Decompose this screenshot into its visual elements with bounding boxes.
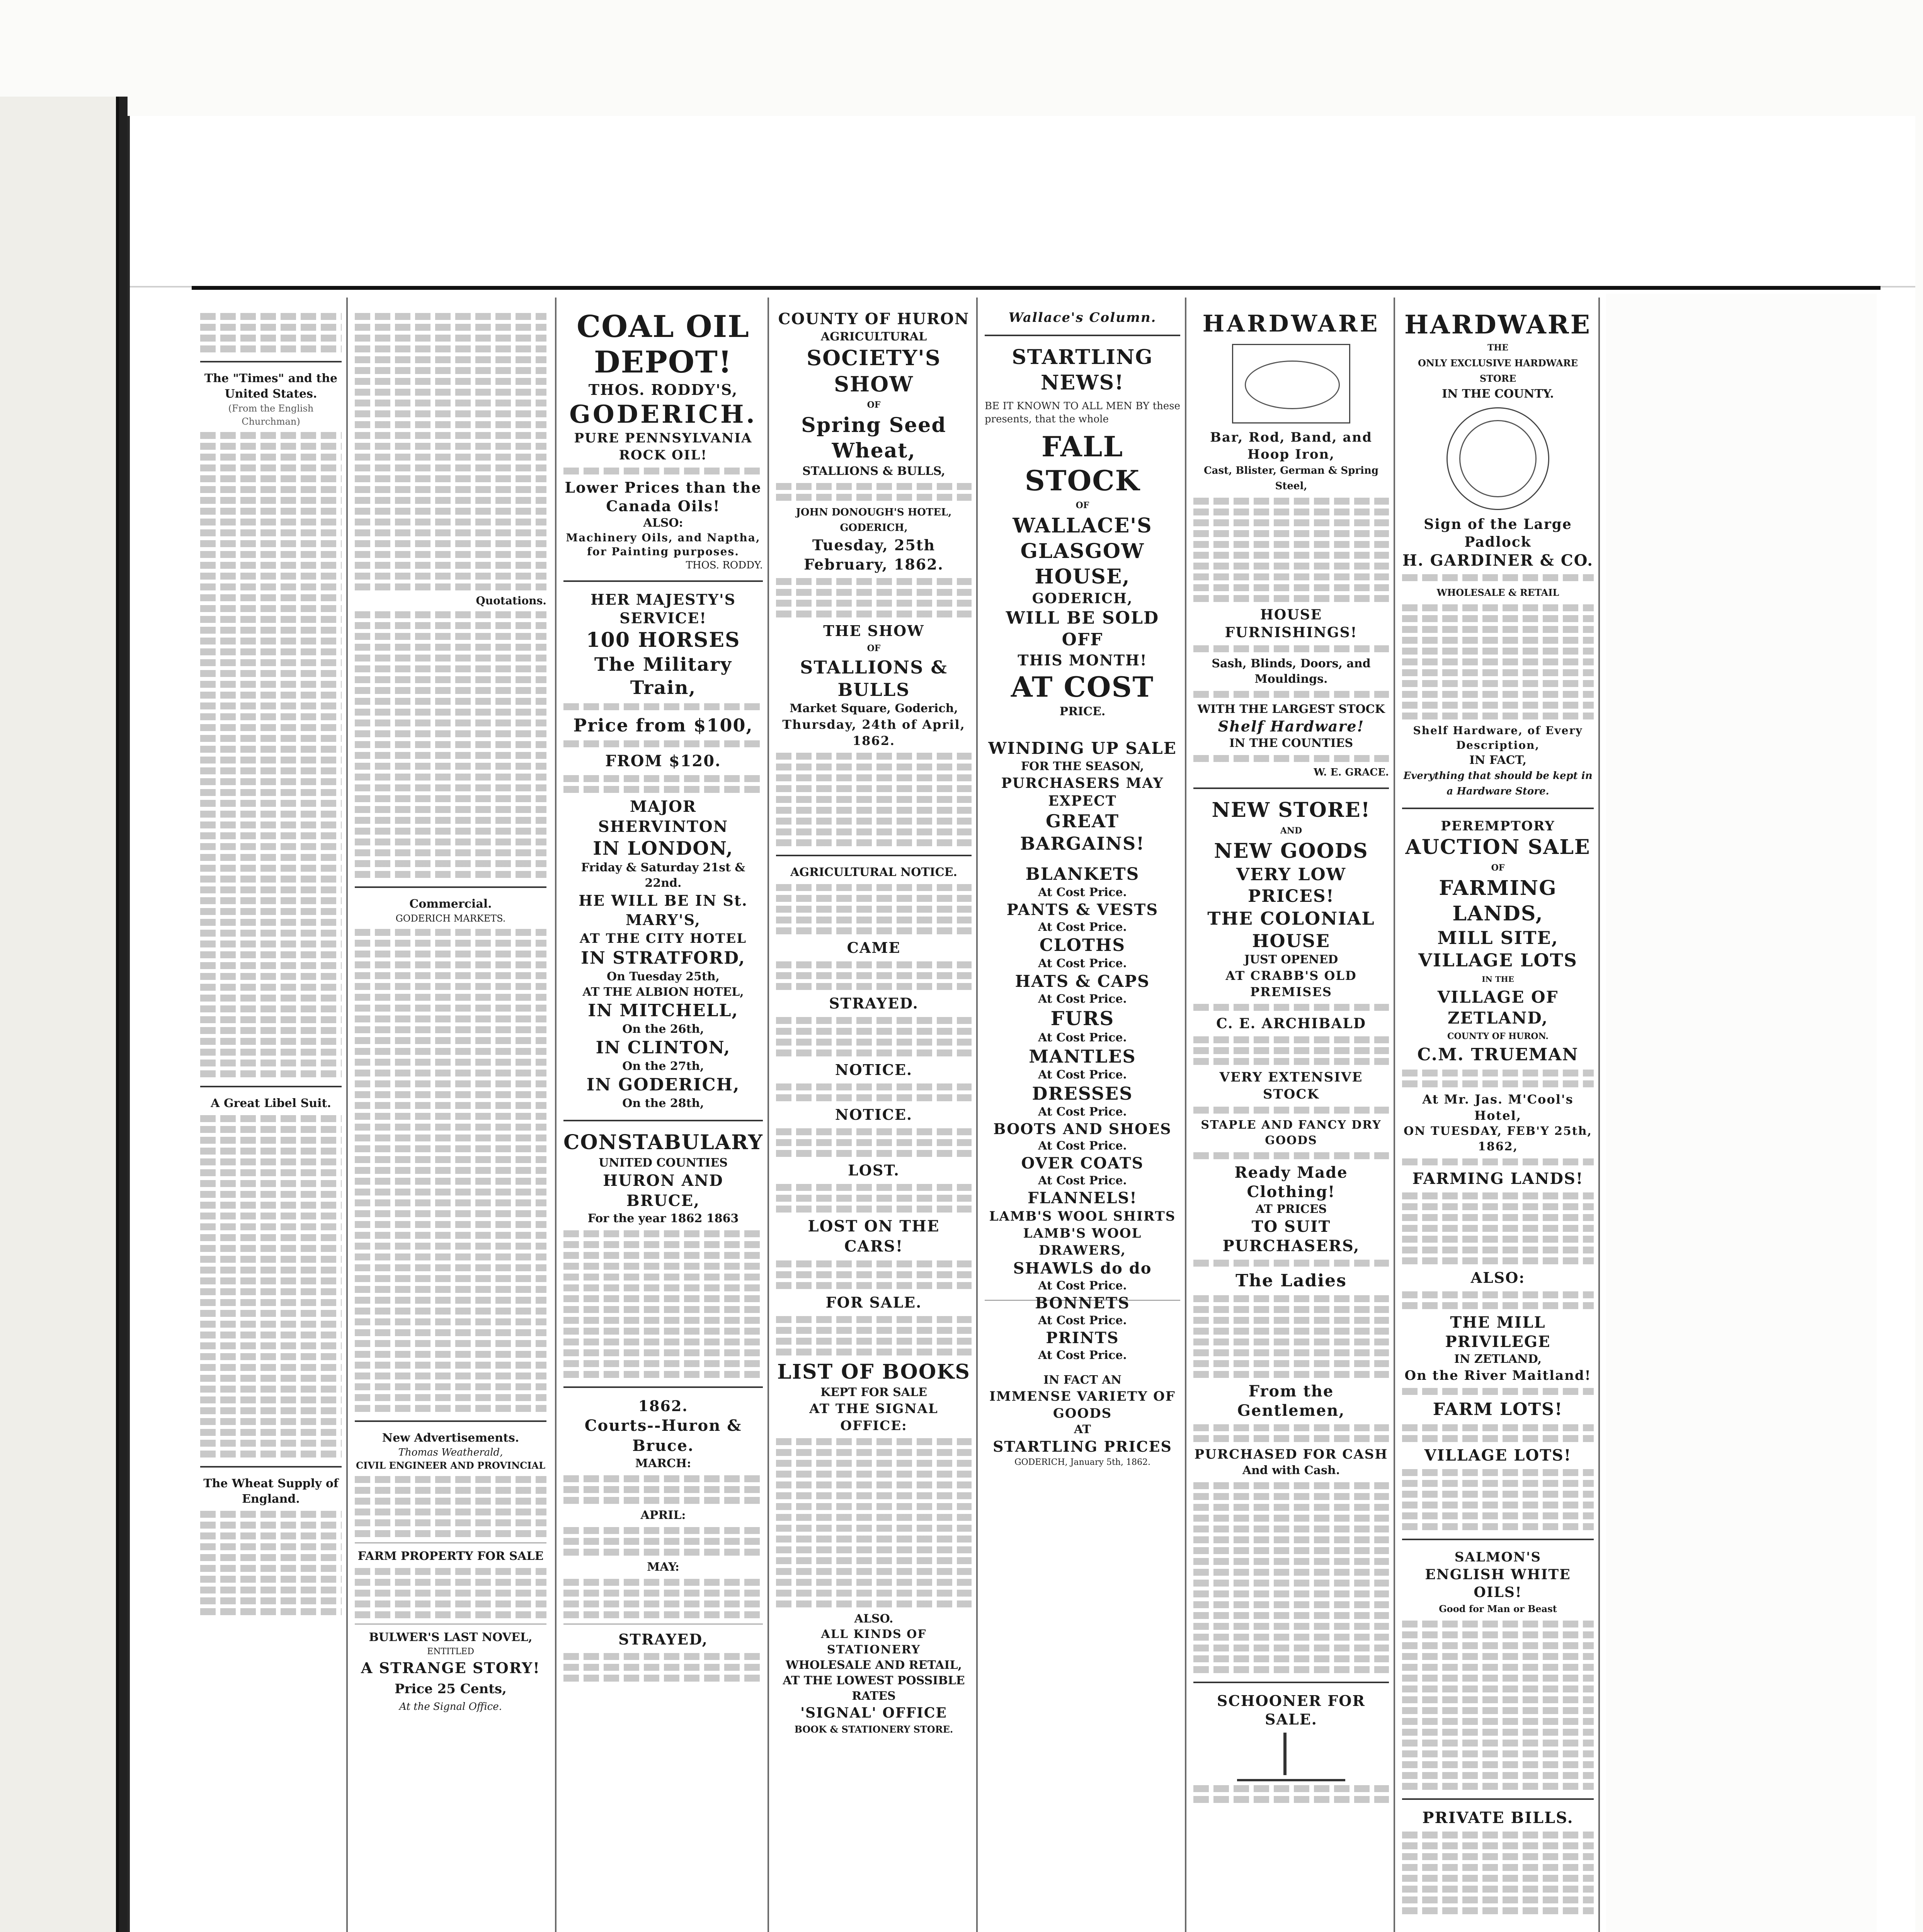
ad-heading: FARMING LANDS! [1412,1170,1584,1188]
ad-line: WHOLESALE AND RETAIL, [786,1658,962,1672]
ad-heading: PURE PENNSYLVANIA ROCK OIL! [574,430,752,463]
ad-heading: IN STRATFORD, [581,948,745,968]
ad-heading: HE WILL BE IN St. MARY'S, [579,892,748,929]
column-rule [1394,298,1395,1932]
ad-line: ALSO: [643,516,683,530]
goods-item: CLOTHS [1039,935,1126,955]
ad-heading: HURON AND BRUCE, [603,1172,723,1210]
ad-heading: MILL SITE, [1437,927,1559,948]
ad-line: On the 28th, [622,1097,704,1110]
article-heading: The Wheat Supply of England. [203,1477,339,1506]
ad-heading: WILL BE SOLD OFF [1006,608,1159,650]
column-ads-3 [559,309,767,1932]
ad-line: Market Square, Goderich, [790,702,958,715]
goods-price: At Cost Price. [1038,1068,1127,1082]
ad-line: WITH THE LARGEST STOCK [1197,702,1385,716]
goods-price: At Cost Price. [1038,1279,1127,1293]
ad-heading: Ready Made Clothing! [1234,1163,1348,1201]
ad-signature: THOS. RODDY. [686,560,763,571]
ad-heading: At Mr. Jas. M'Cool's Hotel, [1422,1092,1574,1123]
ad-heading: 'SIGNAL' OFFICE [800,1705,947,1721]
ad-line: STALLIONS & BULLS, [802,464,945,478]
column-rule [346,298,348,1932]
ad-line: IN THE COUNTIES [1229,736,1353,750]
ad-line: OF [1076,500,1089,510]
ad-heading: STALLIONS & BULLS [800,657,948,700]
ad-line: Friday & Saturday 21st & 22nd. [581,861,745,890]
column-rule [767,298,769,1932]
ad-line: AND [1280,826,1302,836]
ad-line: WHOLESALE & RETAIL [1436,587,1559,598]
ad-heading: AUCTION SALE [1405,835,1591,859]
ad-heading: NOTICE. [835,1106,913,1123]
ad-line: And with Cash. [1242,1464,1340,1477]
ad-heading: From the Gentlemen, [1237,1382,1345,1420]
ad-heading: Courts--Huron & Bruce. [584,1417,742,1455]
right-margin [1606,294,1877,1932]
padlock-seal-icon [1447,407,1549,510]
ad-line: Good for Man or Beast [1439,1603,1557,1614]
ad-heading: THE SHOW [823,622,924,639]
ad-heading: IN MITCHELL, [588,1001,739,1020]
newspaper-page [128,116,1915,1932]
ad-heading: 1862. [638,1397,688,1415]
ad-heading: The Military Train, [594,654,732,699]
goods-price: At Cost Price. [1038,1314,1127,1327]
ad-line: ALSO. [854,1612,893,1626]
ad-line: IN FACT, [1469,753,1527,767]
page-top-margin [130,116,1915,287]
ad-heading: HER MAJESTY'S SERVICE! [590,591,736,627]
column-ads-4 [771,309,976,1932]
goods-item: BOOTS AND SHOES [993,1120,1172,1138]
ad-line: AT [1074,1423,1091,1436]
goods-item: PANTS & VESTS [1006,901,1159,919]
ad-heading: Price from $100, [573,715,753,736]
goods-item: DRESSES [1032,1083,1133,1104]
ad-heading: IN LONDON, [593,838,733,859]
ad-heading: AT THE CITY HOTEL [579,931,747,946]
ad-line: AT THE ALBION HOTEL, [582,985,744,999]
ad-line: IN THE [1482,975,1514,984]
ad-line: JOHN DONOUGH'S HOTEL, GODERICH, [796,507,952,534]
ad-heading: HARDWARE [1404,310,1591,340]
goods-item: MANTLES [1029,1046,1136,1067]
ad-line: OF [1491,863,1505,873]
ad-heading: FALL STOCK [1024,430,1140,497]
goods-item: SHAWLS do do [1013,1259,1152,1277]
goods-item: OVER COATS [1021,1154,1144,1172]
ad-heading: H. GARDINER & CO. [1402,551,1593,570]
ad-line: On Tuesday 25th, [607,970,720,983]
ad-heading: Thursday, 24th of April, 1862. [782,717,965,748]
ad-line: OF [867,400,881,410]
ad-heading: PEREMPTORY [1441,818,1555,834]
ad-heading: C.M. TRUEMAN [1417,1045,1579,1065]
ad-heading: Bar, Rod, Band, and Hoop Iron, [1210,430,1372,462]
ad-heading: Spring Seed Wheat, [801,413,946,463]
ad-line: Machinery Oils, and Naptha, for Painting purposes. [566,531,761,558]
ad-line: Price 25 Cents, [395,1681,507,1697]
ad-heading: LOST. [848,1162,900,1179]
ad-heading: FARMING LANDS, [1439,876,1557,925]
table-heading: Quotations. [476,594,546,607]
ad-heading: PURCHASERS MAY EXPECT [1001,775,1164,809]
ad-heading: VERY LOW PRICES! [1236,865,1346,906]
ad-title: CIVIL ENGINEER AND PROVINCIAL [356,1460,545,1471]
ad-line: MARCH: [635,1457,691,1470]
ad-line: On the 26th, [622,1022,704,1036]
ad-signature: W. E. GRACE. [1314,767,1389,778]
goods-item: LAMB'S WOOL SHIRTS [989,1209,1176,1224]
ad-heading: STAPLE AND FANCY DRY GOODS [1201,1118,1382,1147]
ad-heading: HOUSE FURNISHINGS! [1225,607,1358,641]
ad-line: ONLY EXCLUSIVE HARDWARE STORE [1418,357,1578,384]
hardware-engraving-icon [1232,344,1350,423]
ad-line: Cast, Blister, German & Spring Steel, [1203,465,1379,492]
ad-line: BE IT KNOWN TO ALL MEN BY these presents, that the whole [985,400,1180,425]
previous-page-edge [0,97,119,1932]
ad-line: FOR THE SEASON, [1021,760,1144,773]
ad-heading: GLASGOW HOUSE, [1020,539,1145,588]
ad-heading: SCHOONER FOR SALE. [1217,1692,1365,1728]
ad-line: Sash, Blinds, Doors, and Mouldings. [1212,657,1371,686]
ad-line: For the year 1862 1863 [587,1212,739,1225]
ad-heading: VILLAGE LOTS [1418,950,1578,971]
ad-line: THE [1487,343,1508,353]
ad-line: IN FACT AN [1043,1373,1122,1387]
section-heading: Commercial. [409,897,492,911]
ad-heading: AT COST [1011,670,1154,703]
goods-price: At Cost Price. [1038,1174,1127,1187]
ad-heading: THIS MONTH! [1018,651,1147,669]
goods-price: At Cost Price. [1038,1349,1127,1362]
ad-heading: VERY EXTENSIVE STOCK [1219,1070,1363,1102]
ad-heading: FARM PROPERTY FOR SALE [357,1549,544,1563]
column-wallace [980,309,1185,1932]
ad-heading: SALMON'S [1454,1549,1542,1565]
column-news-2 [350,309,551,1932]
ad-line: COUNTY OF HURON. [1447,1031,1549,1041]
goods-price: At Cost Price. [1038,1105,1127,1119]
ad-heading: LIST OF BOOKS [777,1360,970,1384]
column-title: Wallace's Column. [1008,310,1157,325]
ad-heading: THOS. RODDY'S, [588,381,738,398]
ad-heading: IN CLINTON, [596,1038,731,1058]
ad-heading: COUNTY OF HURON [778,310,970,328]
column-rule [555,298,556,1932]
ad-line: KEPT FOR SALE [820,1386,927,1399]
column-rule [1185,298,1186,1932]
ad-heading: TO SUIT PURCHASERS, [1222,1218,1360,1255]
schooner-icon [1237,1733,1345,1781]
ad-heading: SOCIETY'S SHOW [807,345,941,396]
ad-line: APRIL: [640,1509,686,1522]
goods-item: LAMB'S WOOL DRAWERS, [1023,1226,1142,1258]
ad-heading: COAL OIL DEPOT! [577,309,750,380]
ad-heading: LOST ON THE CARS! [808,1217,940,1255]
ad-heading: ALSO: [1470,1269,1525,1286]
page-fold [119,97,128,1932]
ad-heading: AGRICULTURAL NOTICE. [790,866,957,879]
section-subheading: GODERICH MARKETS. [395,913,506,924]
ad-heading: STRAYED. [829,995,919,1012]
ad-heading: FOR SALE. [825,1294,922,1311]
column-rule [1598,298,1600,1932]
ad-heading: A STRANGE STORY! [361,1659,540,1677]
ad-heading: CAME [847,939,901,956]
ad-line: AT THE LOWEST POSSIBLE RATES [783,1674,965,1703]
goods-price: At Cost Price. [1038,957,1127,970]
ad-heading: PRIVATE BILLS. [1422,1809,1574,1827]
ad-line: On the 27th, [622,1060,704,1073]
ad-heading: IMMENSE VARIETY OF GOODS [989,1389,1176,1421]
goods-item: PRINTS [1046,1329,1119,1347]
goods-item: BLANKETS [1025,864,1140,884]
goods-price: At Cost Price. [1038,992,1127,1006]
ad-heading: AT CRABB'S OLD PREMISES [1225,968,1357,999]
ad-heading: FROM $120. [605,752,721,770]
goods-item: HATS & CAPS [1015,972,1150,991]
ad-name: Thomas Weatherald, [398,1447,503,1458]
ad-line: IN THE COUNTY. [1442,387,1554,401]
ad-line: AT PRICES [1255,1202,1327,1216]
goods-price: At Cost Price. [1038,920,1127,934]
column-hardware-grace [1189,309,1394,1932]
goods-item: FURS [1050,1007,1115,1030]
ad-heading: Shelf Hardware, of Every Description, [1413,724,1583,752]
ad-heading: STARTLING NEWS! [1012,345,1153,395]
ad-heading: MAJOR SHERVINTON [598,798,728,836]
ad-heading: On the River Maitland! [1404,1368,1591,1383]
ad-heading: NEW STORE! [1212,798,1371,822]
ad-date: GODERICH, January 5th, 1862. [1014,1458,1150,1467]
ad-heading: BULWER'S LAST NOVEL, [369,1631,533,1644]
ad-heading: NOTICE. [835,1061,913,1078]
goods-price: At Cost Price. [1038,886,1127,899]
ad-heading: NEW GOODS [1214,839,1368,863]
goods-price: At Cost Price. [1038,1139,1127,1153]
ad-line: ENTITLED [427,1647,474,1656]
ad-line: PRICE. [1059,705,1106,718]
goods-price: At Cost Price. [1038,1031,1127,1044]
ad-line: AGRICULTURAL [820,330,927,344]
column-news-1 [196,309,346,1932]
ad-heading: STARTLING PRICES [993,1438,1172,1455]
ad-heading: HARDWARE [1202,310,1380,337]
ad-heading: C. E. ARCHIBALD [1216,1015,1366,1032]
top-rule [192,286,1880,290]
ad-heading: VILLAGE LOTS! [1424,1446,1572,1464]
ad-heading: PURCHASED FOR CASH [1194,1447,1388,1462]
ad-line: UNITED COUNTIES [599,1156,728,1170]
ad-heading: FARM LOTS! [1433,1400,1563,1419]
goods-item: BONNETS [1035,1294,1130,1312]
ad-line: At the Signal Office. [399,1701,502,1713]
ad-heading: GODERICH. [569,400,757,429]
ad-heading: Shelf Hardware! [1218,718,1365,735]
article-source: (From the English Churchman) [228,403,314,427]
ad-line: IN ZETLAND, [1454,1352,1542,1366]
ad-heading: Lower Prices than the Canada Oils! [565,479,762,515]
ad-heading: Sign of the Large Padlock [1424,516,1572,550]
column-hardware-gardiner [1397,309,1598,1932]
ad-heading: IN GODERICH, [586,1075,740,1095]
ad-heading: STRAYED, [618,1631,708,1648]
ad-heading: ALL KINDS OF STATIONERY [821,1628,927,1656]
ad-heading: AT THE SIGNAL OFFICE: [809,1401,938,1434]
article-heading: The "Times" and the United States. [204,372,338,401]
ad-heading: CONSTABULARY [563,1131,763,1154]
goods-item: FLANNELS! [1028,1189,1137,1207]
ad-line: OF [867,643,881,653]
ad-heading: The Ladies [1235,1271,1347,1291]
ad-heading: 100 HORSES [586,628,740,652]
ad-line: MAY: [647,1560,679,1574]
ad-heading: WINDING UP SALE [988,739,1177,758]
ad-line: JUST OPENED [1244,953,1338,966]
ad-heading: GREAT BARGAINS! [1020,811,1145,854]
ad-line: BOOK & STATIONERY STORE. [794,1724,953,1735]
ad-heading: ON TUESDAY, FEB'Y 25th, 1862, [1404,1124,1592,1153]
ad-heading: ENGLISH WHITE OILS! [1425,1566,1571,1600]
ad-heading: Tuesday, 25th February, 1862. [804,536,944,573]
ad-heading: GODERICH, [1032,590,1133,607]
ad-heading: VILLAGE OF ZETLAND, [1437,988,1559,1027]
section-heading: New Advertisements. [382,1431,519,1445]
ad-line: Everything that should be kept in a Hardware Store. [1403,770,1593,797]
column-rule [976,298,978,1932]
ad-heading: WALLACE'S [1013,514,1152,537]
ad-heading: THE MILL PRIVILEGE [1445,1313,1551,1351]
ad-heading: THE COLONIAL HOUSE [1207,908,1375,951]
article-heading: A Great Libel Suit. [211,1097,331,1110]
